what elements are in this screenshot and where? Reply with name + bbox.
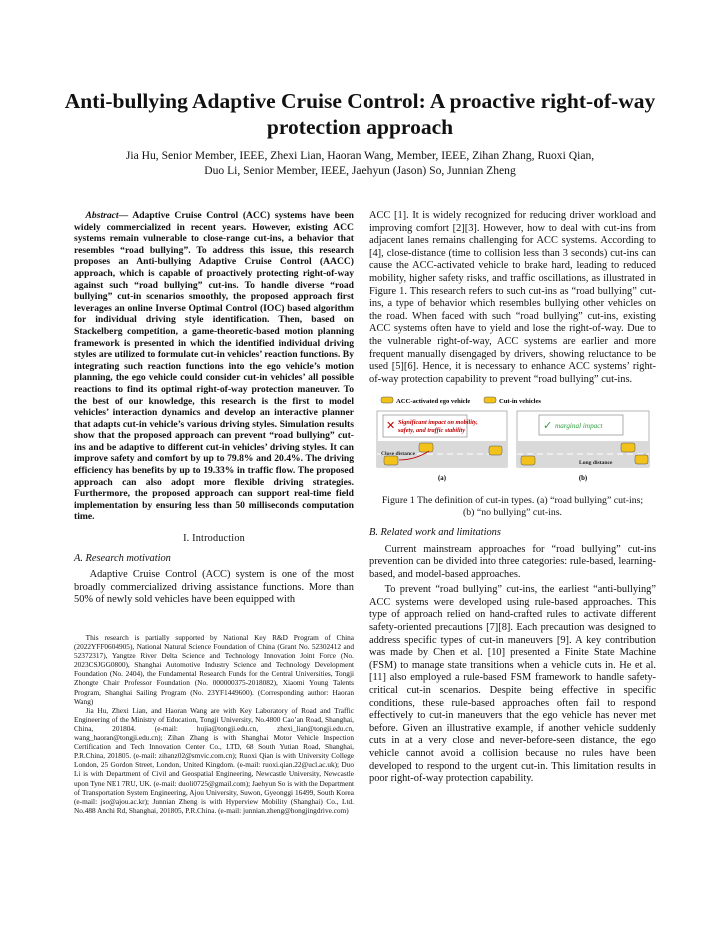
- subsection-heading-related-work: B. Related work and limitations: [369, 526, 501, 538]
- figure-legend: [381, 397, 541, 405]
- body-paragraph: Current mainstream approaches for “road bullying” cut-ins prevention can be divided into three categories: rule-based, learning-based, and model-based approaches.: [369, 543, 656, 580]
- footnote: [74, 633, 354, 815]
- panel-b-distance-label: Long distance: [579, 460, 613, 467]
- panel-b-label: (b): [578, 475, 588, 483]
- panel-b-ego-car-icon: [521, 456, 535, 465]
- legend-ego-label: ACC-activated ego vehicle: [396, 398, 471, 406]
- paper-title: Anti-bullying Adaptive Cruise Control: A proactive right-of-way protection approach: [64, 89, 656, 139]
- body-paragraph: ACC [1]. It is widely recognized for reducing driver workload and improving comfort [2][3]. However, how to deal with cut-ins from adjacent lanes remains challenging for ACC systems. According to [4], close-distance (time to collision less than 3 seconds) cut-ins can cause the ACC-activated vehicle to brake hard, leading to reduced mobility, higher safety risks, and traffic oscillations, as illustrated in Figure 1. This research refers to such cut-ins as “road bullying” cut-ins, a type of behavior which resembles bullying other vehicles on the road. When faced with such “road bullying” cut-ins, existing ACC systems often have to yield and lose the right-of-way. Due to the vulnerable right-of-way, ACC systems are earlier and more frequent manually disengaged by drivers, showing reluctance to be used [5][6]. Hence, it is necessary to enhance ACC systems’ right-of-way protection capability to prevent “road bullying” cut-ins.: [369, 210, 656, 385]
- body-paragraph: Adaptive Cruise Control (ACC) system is one of the most broadly commercialized driving assistance functions. More than 50% of newly sold vehicles have been equipped with: [74, 569, 354, 606]
- panel-a-front-car-icon: [489, 446, 502, 455]
- cross-icon: ✕: [386, 420, 396, 433]
- left-column: [74, 210, 354, 610]
- panel-a-cutin-car-icon: [419, 443, 433, 452]
- panel-a-distance-label: Close distance: [381, 451, 416, 458]
- panel-a-impact-text: Significant impact on mobility, safety, and traffic stability: [398, 419, 478, 435]
- panel-b: [517, 411, 649, 482]
- figure-1: [369, 394, 656, 519]
- figure-1-caption: Figure 1 The definition of cut-in types. (a) “road bullying” cut-ins; (b) “no bullying” cut-ins.: [381, 494, 644, 518]
- abstract-lead: Abstract: [85, 210, 119, 221]
- author-line-2: Duo Li, Senior Member, IEEE, Jaehyun (Jason) So, Junnian Zheng: [204, 164, 516, 177]
- section-heading-introduction: I. Introduction: [183, 533, 245, 545]
- check-icon: ✓: [543, 420, 553, 433]
- right-column: [369, 210, 656, 789]
- legend-ego-car-icon: [381, 397, 393, 403]
- panel-b-cutin-car-icon: [621, 443, 635, 452]
- body-paragraph: To prevent “road bullying” cut-ins, the earliest “anti-bullying” ACC systems were developed using rule-based approaches. This type of approach relied on hand-crafted rules to activate different safety-oriented precautions [7][8]. Each precaution was designed to address specific types of cut-in maneuvers [9]. A key contribution was made by Chen et al. [10] presented a Finite State Machine (FSM) to manage state transitions when a vehicle cuts in. He et al. [11] also employed a rule-based FSM framework to handle safety-critical cut-in scenarios. Despite being effective in specific conditions, these rule-based approaches often fail to respond effectively to cut-in maneuvers that the ego vehicle has never met before. Given an illustrative example, if another vehicle suddenly cuts in at a very close and never-before-seen distance, the ego vehicle cannot avoid a collision because no rules have been developed to respond to the urgent cut-in. This limitation results in poor right-of-way protection capability.: [369, 584, 656, 785]
- footnote-funding: This research is partially supported by National Key R&D Program of China (2022YFF0604905), National Natural Science Foundation of China (Grant No. 52302412 and 52372317), Yangtze River Delta Science and Technology Innovation Joint Force (No. 2023CSJGG0800), Shanghai Automotive Industry Science and Technology Development Foundation (No. 2404), the Fundamental Research Funds for the Central Universities, Tongji Zhongte Chair Professor Foundation (No. 000000375-2018082), Xiaomi Young Talents Program, Shanghai Sailing Program (No. 23YF1449600). (Corresponding author: Haoran Wang): [74, 633, 354, 706]
- panel-b-front-car-icon: [635, 455, 648, 464]
- legend-cutin-label: Cut-in vehicles: [499, 398, 541, 406]
- abstract-text: — Adaptive Cruise Control (ACC) systems have been widely commercialized in recent years. However, existing ACC systems remain vulnerable to close-range cut-ins, a behavior that resembles “road bullying”. To address this issue, this research proposes an Anti-bullying Adaptive Cruise Control (AACC) approach, which is capable of proactively protecting right-of-way against such “road bullying” cut-ins. To handle diverse “road bullying” cut-in scenarios smoothly, the proposed approach first leverages an online Inverse Optimal Control (IOC) based algorithm for individual driving style identification. Then, based on Stackelberg competition, a game-theoretic-based motion planning framework is presented in which the identified individual driving styles are utilized to formulate cut-in vehicles’ reaction functions. By integrating such reaction functions into the ego vehicle’s motion planning, the ego vehicle could consider cut-in vehicles’ all possible reactions to find its optimal right-of-way protection maneuver. To the best of our knowledge, this research is the first to model vehicles’ interaction dynamics and develop an interactive planner that adapts cut-in vehicle’s various driving styles. Simulation results show that the proposed approach can prevent “road bullying” cut-ins and be adaptive to different cut-in vehicles’ driving styles. It can improve safety and comfort by up to 79.8% and 20.4%. The driving efficiency has benefits by up to 19.33% in traffic flow. The proposed approach can also adopt more flexible driving strategies. Furthermore, the proposed approach can support real-time field implementation by ensuring less than 50 milliseconds computation time.: [74, 210, 354, 523]
- abstract: [74, 210, 354, 523]
- author-list: [60, 148, 660, 178]
- footnote-affiliations: Jia Hu, Zhexi Lian, and Haoran Wang are with Key Laboratory of Road and Traffic Engineering of the Ministry of Education, Tongji University, No.4800 Cao’an Road, Shanghai, China, 201804. (e-mail: hujia@tongji.edu.cn, zhexi_lian@tongji.edu.cn, wang_haoran@tongji.edu.cn); Zihan Zhang is with Shanghai Motor Vehicle Inspection Certification and Tech Innovation Center Co., LTD, 68 South Yutian Road, Shanghai, P.R.China, 201805. (e-mail: zihanz02@smvic.com.cn); Ruoxi Qian is with University College London, 25 Gordon Street, London, United Kingdom. (e-mail: ruoxi.qian.22@ucl.ac.uk); Duo Li is with Department of Civil and Geospatial Engineering, Newcastle University, Newcastle upon Tyne NE1 7RU, UK. (e-mail: duoli0725@gmail.com); Jaehyun So is with the Department of Transportation System Engineering, Ajou University, Suwon, Gyeonggi 16499, South Korea (e-mail: jso@ajou.ac.kr); Junnian Zheng is with Hyperview Mobility (Shanghai) Co., Ltd. No.488 Anchi Rd, Shanghai, 201805, P.R.China. (e-mail: junnian.zheng@hongjingdrive.com): [74, 705, 354, 815]
- panel-b-impact-text: marginal impact: [555, 422, 603, 431]
- panel-a-label: (a): [438, 475, 446, 483]
- panel-a: [377, 411, 507, 482]
- panel-a-ego-car-icon: [384, 456, 398, 465]
- author-line-1: Jia Hu, Senior Member, IEEE, Zhexi Lian, Haoran Wang, Member, IEEE, Zihan Zhang, Ruoxi Qian,: [125, 149, 595, 162]
- figure-1-diagram: [369, 394, 656, 486]
- subsection-heading-motivation: A. Research motivation: [74, 552, 171, 564]
- legend-cutin-car-icon: [484, 397, 496, 403]
